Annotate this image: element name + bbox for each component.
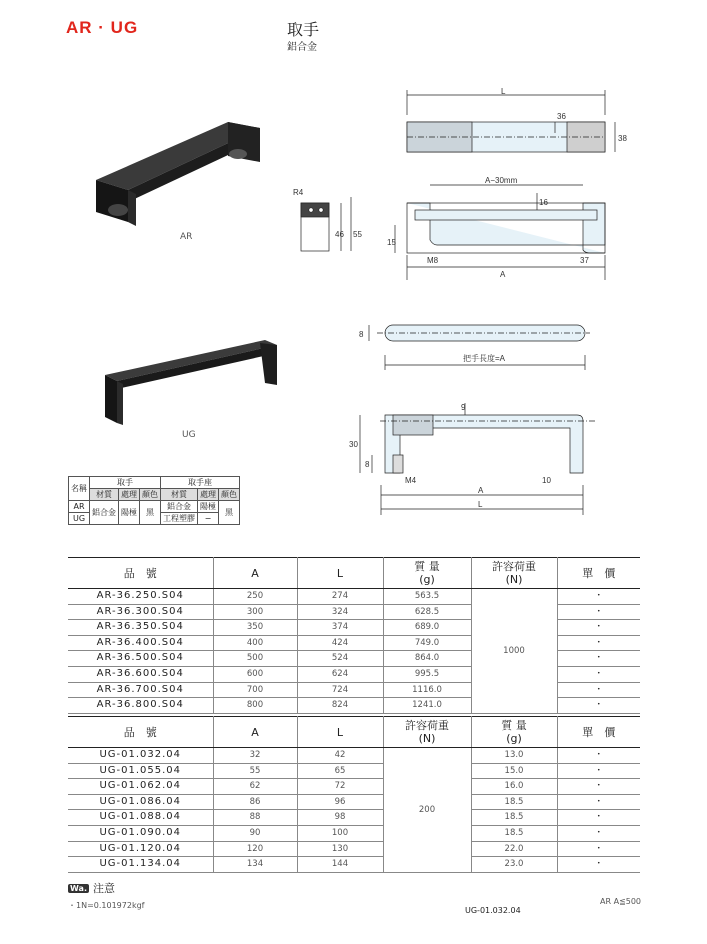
cell-mass: 1241.0 xyxy=(383,698,471,714)
cell-l: 100 xyxy=(297,825,383,841)
cell-a: 62 xyxy=(213,779,297,795)
product-code: UG-01.120.04 xyxy=(68,841,213,857)
page-subtitle: 鋁合金 xyxy=(287,42,317,53)
spec-black2: 黑 xyxy=(219,501,240,525)
dim-A2: A xyxy=(478,486,484,495)
cell-price: ・ xyxy=(557,841,640,857)
ar-label: AR xyxy=(180,232,193,242)
cell-l: 724 xyxy=(297,682,383,698)
cell-a: 32 xyxy=(213,748,297,764)
product-code: UG-01.062.04 xyxy=(68,779,213,795)
cell-mass: 13.0 xyxy=(471,748,557,764)
table-row xyxy=(68,810,640,826)
ug-col-price: 單 價 xyxy=(557,717,640,748)
dim-m8: M8 xyxy=(427,256,439,265)
product-code: UG-01.086.04 xyxy=(68,794,213,810)
product-code: AR-36.400.S04 xyxy=(68,635,213,651)
dim-55: 55 xyxy=(353,230,362,239)
cell-price: ・ xyxy=(557,682,640,698)
product-code: AR-36.800.S04 xyxy=(68,698,213,714)
page-title: 取手 xyxy=(287,20,320,39)
spec-treatment2: 處理 xyxy=(198,489,219,501)
spec-treatment: 處理 xyxy=(119,489,140,501)
cell-a: 600 xyxy=(213,666,297,682)
dim-a30: A−30mm xyxy=(485,176,518,185)
cell-l: 72 xyxy=(297,779,383,795)
dim-16: 16 xyxy=(539,198,548,207)
cell-mass: 18.5 xyxy=(471,810,557,826)
dim-L2: L xyxy=(478,500,483,509)
dim-8b: 8 xyxy=(365,460,370,469)
dim-15: 15 xyxy=(387,238,396,247)
cell-load: 1000 xyxy=(471,589,557,714)
cell-price: ・ xyxy=(557,748,640,764)
dim-46: 46 xyxy=(335,230,344,239)
cell-l: 374 xyxy=(297,620,383,636)
cell-mass: 23.0 xyxy=(471,857,557,873)
technical-drawings xyxy=(285,85,625,525)
ug-col-code: 品 號 xyxy=(68,717,213,748)
spec-dash: − xyxy=(198,513,219,525)
spec-alu2: 鋁合金 xyxy=(161,501,198,513)
spec-plastic: 工程塑膠 xyxy=(161,513,198,525)
ar-col-load: 許容荷重 (N) xyxy=(471,558,557,589)
cell-load: 200 xyxy=(383,748,471,873)
cell-price: ・ xyxy=(557,857,640,873)
cell-l: 824 xyxy=(297,698,383,714)
product-code: AR-36.300.S04 xyxy=(68,604,213,620)
cell-mass: 16.0 xyxy=(471,779,557,795)
spec-anod2: 陽極 xyxy=(198,501,219,513)
product-code: AR-36.250.S04 xyxy=(68,589,213,605)
cell-a: 250 xyxy=(213,589,297,605)
table-row xyxy=(68,841,640,857)
cell-l: 65 xyxy=(297,763,383,779)
cell-l: 324 xyxy=(297,604,383,620)
product-code: AR-36.600.S04 xyxy=(68,666,213,682)
table-row xyxy=(68,794,640,810)
cell-price: ・ xyxy=(557,698,640,714)
cell-a: 800 xyxy=(213,698,297,714)
ug-col-mass: 質 量 (g) xyxy=(471,717,557,748)
dim-8: 8 xyxy=(359,330,364,339)
cell-a: 120 xyxy=(213,841,297,857)
cell-price: ・ xyxy=(557,604,640,620)
grip-length-label: 把手長度=A xyxy=(463,354,506,363)
cell-a: 90 xyxy=(213,825,297,841)
cell-a: 134 xyxy=(213,857,297,873)
cell-mass: 864.0 xyxy=(383,651,471,667)
cell-a: 88 xyxy=(213,810,297,826)
cell-l: 524 xyxy=(297,651,383,667)
cell-l: 274 xyxy=(297,589,383,605)
product-code: UG-01.134.04 xyxy=(68,857,213,873)
cell-price: ・ xyxy=(557,763,640,779)
spec-alu: 鋁合金 xyxy=(90,501,119,525)
cell-mass: 563.5 xyxy=(383,589,471,605)
dim-A: A xyxy=(500,270,506,279)
cell-mass: 22.0 xyxy=(471,841,557,857)
dim-10: 10 xyxy=(542,476,551,485)
table-row xyxy=(68,825,640,841)
spec-base-header: 取手座 xyxy=(161,477,240,489)
ar-col-code: 品 號 xyxy=(68,558,213,589)
dim-36: 36 xyxy=(557,112,566,121)
cell-l: 424 xyxy=(297,635,383,651)
dim-m4: M4 xyxy=(405,476,417,485)
cell-price: ・ xyxy=(557,589,640,605)
brand-title: AR · UG xyxy=(66,18,139,37)
ar-product-image xyxy=(88,110,278,240)
dim-9: 9 xyxy=(461,403,466,412)
ug-col-load: 許容荷重 (N) xyxy=(383,717,471,748)
unit-conversion-note: ・1N=0.101972kgf xyxy=(68,901,145,910)
cell-mass: 689.0 xyxy=(383,620,471,636)
cell-l: 130 xyxy=(297,841,383,857)
ug-col-a: A xyxy=(213,717,297,748)
ug-price-table xyxy=(68,716,640,873)
table-row xyxy=(68,779,640,795)
spec-color2: 顏色 xyxy=(219,489,240,501)
cell-l: 96 xyxy=(297,794,383,810)
cell-price: ・ xyxy=(557,810,640,826)
cell-mass: 749.0 xyxy=(383,635,471,651)
ug-col-l: L xyxy=(297,717,383,748)
cell-a: 350 xyxy=(213,620,297,636)
product-code: AR-36.350.S04 xyxy=(68,620,213,636)
product-code: AR-36.500.S04 xyxy=(68,651,213,667)
notes-title: 注意 xyxy=(92,882,115,895)
cell-mass: 18.5 xyxy=(471,794,557,810)
ar-col-l: L xyxy=(297,558,383,589)
cell-l: 98 xyxy=(297,810,383,826)
product-code: UG-01.055.04 xyxy=(68,763,213,779)
spec-black: 黑 xyxy=(140,501,161,525)
cell-price: ・ xyxy=(557,779,640,795)
example-code: UG-01.032.04 xyxy=(465,906,521,915)
cell-mass: 18.5 xyxy=(471,825,557,841)
dim-r4: R4 xyxy=(293,188,304,197)
cell-price: ・ xyxy=(557,794,640,810)
product-code: UG-01.032.04 xyxy=(68,748,213,764)
cell-a: 300 xyxy=(213,604,297,620)
table-row xyxy=(68,589,640,605)
spec-material: 材質 xyxy=(90,489,119,501)
dim-38: 38 xyxy=(618,134,627,143)
spec-material2: 材質 xyxy=(161,489,198,501)
ug-product-image xyxy=(100,335,290,430)
spec-table xyxy=(68,476,240,525)
ug-label: UG xyxy=(182,430,196,440)
spec-ar: AR xyxy=(69,501,90,513)
dim-37: 37 xyxy=(580,256,589,265)
product-code: UG-01.088.04 xyxy=(68,810,213,826)
dim-30: 30 xyxy=(349,440,358,449)
warning-badge: Wa. xyxy=(70,883,87,893)
cell-a: 700 xyxy=(213,682,297,698)
table-row xyxy=(68,857,640,873)
cell-l: 144 xyxy=(297,857,383,873)
cell-l: 624 xyxy=(297,666,383,682)
ar-col-price: 單 價 xyxy=(557,558,640,589)
product-code: AR-36.700.S04 xyxy=(68,682,213,698)
cell-price: ・ xyxy=(557,651,640,667)
spec-ug: UG xyxy=(69,513,90,525)
ar-col-mass: 質 量 (g) xyxy=(383,558,471,589)
ar-col-a: A xyxy=(213,558,297,589)
table-row xyxy=(68,763,640,779)
cell-mass: 995.5 xyxy=(383,666,471,682)
cell-price: ・ xyxy=(557,635,640,651)
spec-name-header: 名稱 xyxy=(69,477,90,501)
cell-price: ・ xyxy=(557,666,640,682)
cell-price: ・ xyxy=(557,825,640,841)
range-note: AR A≦500 xyxy=(600,897,642,906)
cell-price: ・ xyxy=(557,620,640,636)
cell-mass: 1116.0 xyxy=(383,682,471,698)
cell-l: 42 xyxy=(297,748,383,764)
dim-L: L xyxy=(501,87,506,96)
cell-a: 86 xyxy=(213,794,297,810)
ar-price-table xyxy=(68,557,640,714)
cell-a: 400 xyxy=(213,635,297,651)
spec-handle-header: 取手 xyxy=(90,477,161,489)
cell-a: 500 xyxy=(213,651,297,667)
cell-mass: 15.0 xyxy=(471,763,557,779)
product-code: UG-01.090.04 xyxy=(68,825,213,841)
table-row xyxy=(68,748,640,764)
cell-a: 55 xyxy=(213,763,297,779)
cell-mass: 628.5 xyxy=(383,604,471,620)
spec-anod: 陽極 xyxy=(119,501,140,525)
notes-header xyxy=(68,880,115,896)
spec-color: 顏色 xyxy=(140,489,161,501)
